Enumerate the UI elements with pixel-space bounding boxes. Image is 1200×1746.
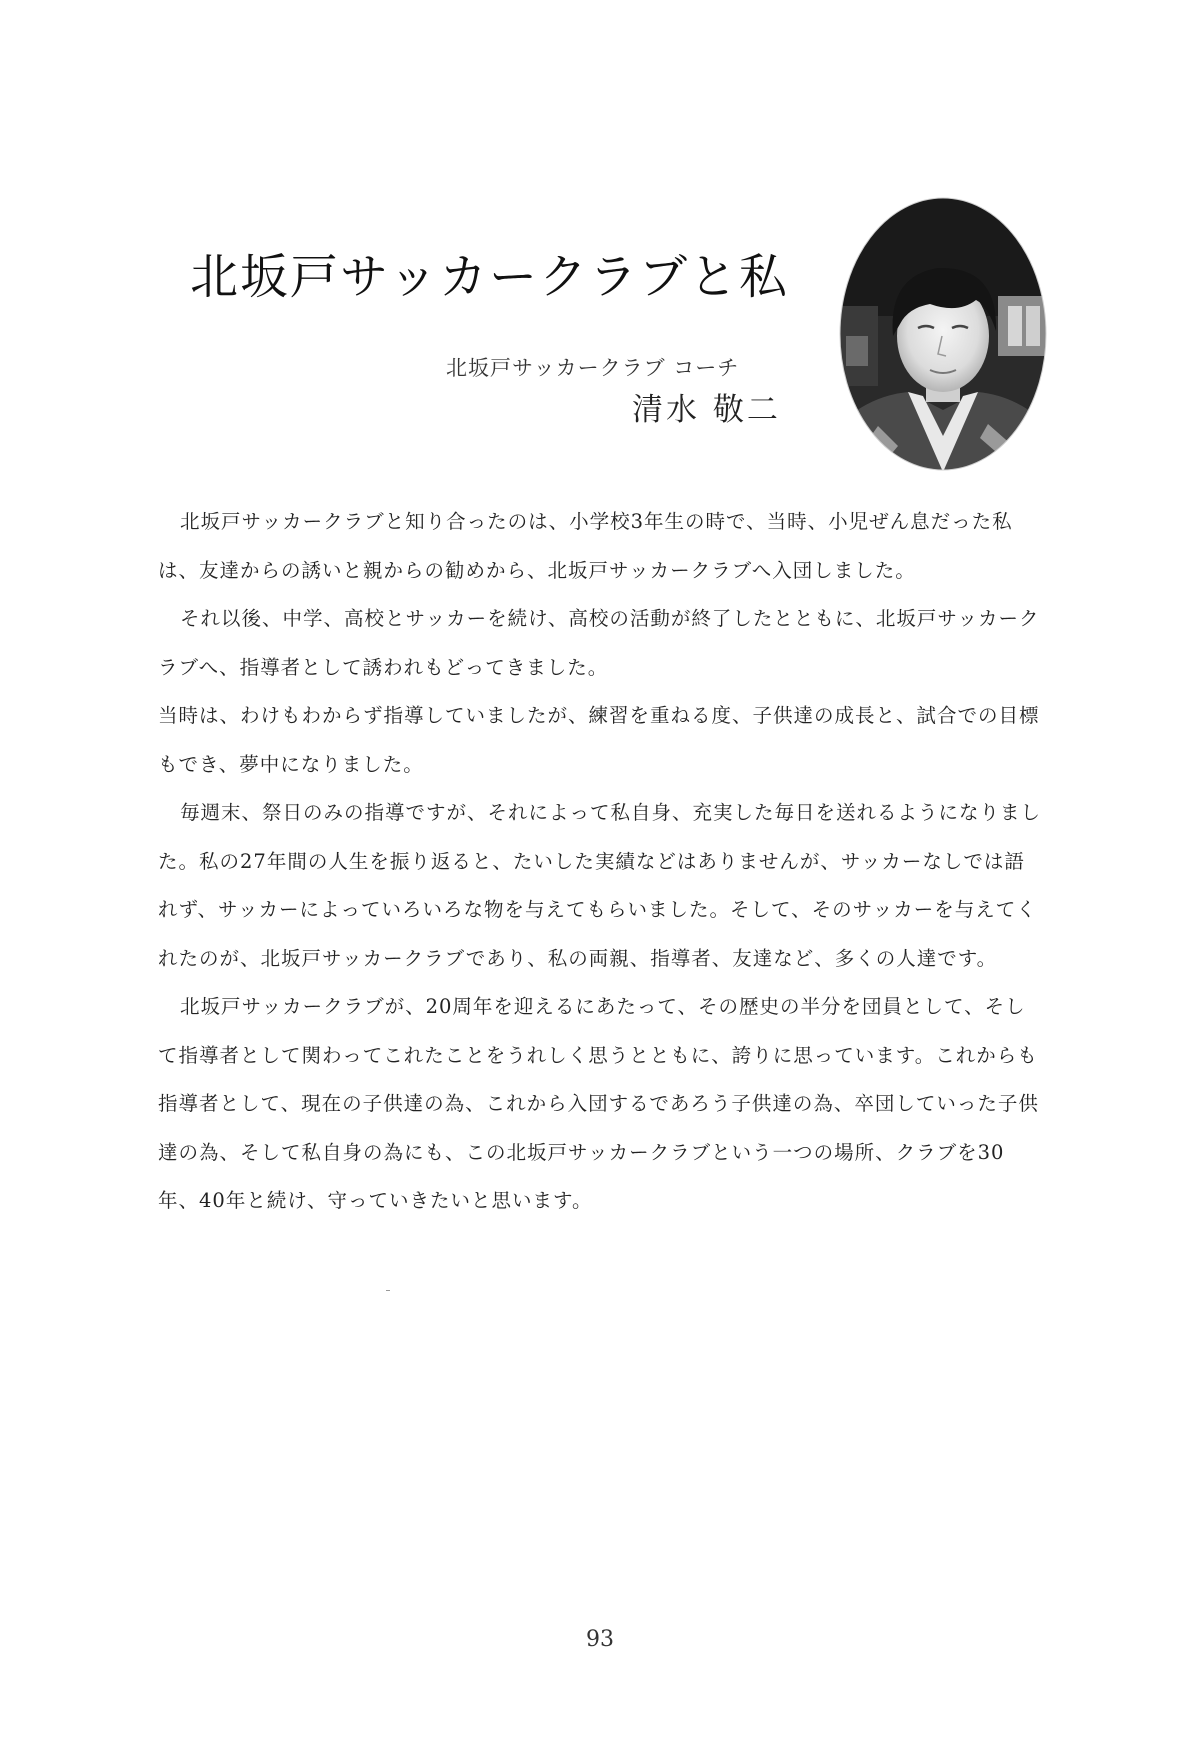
- scan-speck: [386, 1290, 390, 1291]
- portrait-photo: [838, 196, 1048, 472]
- article-title: 北坂戸サッカークラブと私: [190, 249, 790, 305]
- author-name: 清水 敬二: [632, 392, 781, 428]
- paragraph: 北坂戸サッカークラブが、20周年を迎えるにあたって、その歴史の半分を団員として、そして指導者として関わってこれたことをうれしく思うとともに、誇りに思っています。これからも指導者として、現在の子供達の為、これから入団するであろう子供達の為、卒団していった子供達の為、そして私自身の為にも、この北坂戸サッカークラブという一つの場所、クラブを30年、40年と続け、守っていきたいと思います。: [158, 995, 1039, 1212]
- paragraph: それ以後、中学、高校とサッカーを続け、高校の活動が終了したとともに、北坂戸サッカークラブへ、指導者として誘われもどってきました。: [158, 607, 1040, 679]
- paragraph: 当時は、わけもわからず指導していましたが、練習を重ねる度、子供達の成長と、試合での目標もでき、夢中になりました。: [158, 704, 1040, 776]
- paragraph: 北坂戸サッカークラブと知り合ったのは、小学校3年生の時で、当時、小児ぜん息だった私は、友達からの誘いと親からの勧めから、北坂戸サッカークラブへ入団しました。: [158, 510, 1013, 582]
- page-number: 93: [586, 1627, 614, 1652]
- article-body: [158, 498, 1042, 1226]
- author-affiliation: 北坂戸サッカークラブ コーチ: [446, 356, 740, 380]
- paragraph: 毎週末、祭日のみの指導ですが、それによって私自身、充実した毎日を送れるようになりました。私の27年間の人生を振り返ると、たいした実績などはありませんが、サッカーなしでは語れず、サッカーによっていろいろな物を与えてもらいました。そして、そのサッカーを与えてくれたのが、北坂戸サッカークラブであり、私の両親、指導者、友達など、多くの人達です。: [158, 801, 1042, 970]
